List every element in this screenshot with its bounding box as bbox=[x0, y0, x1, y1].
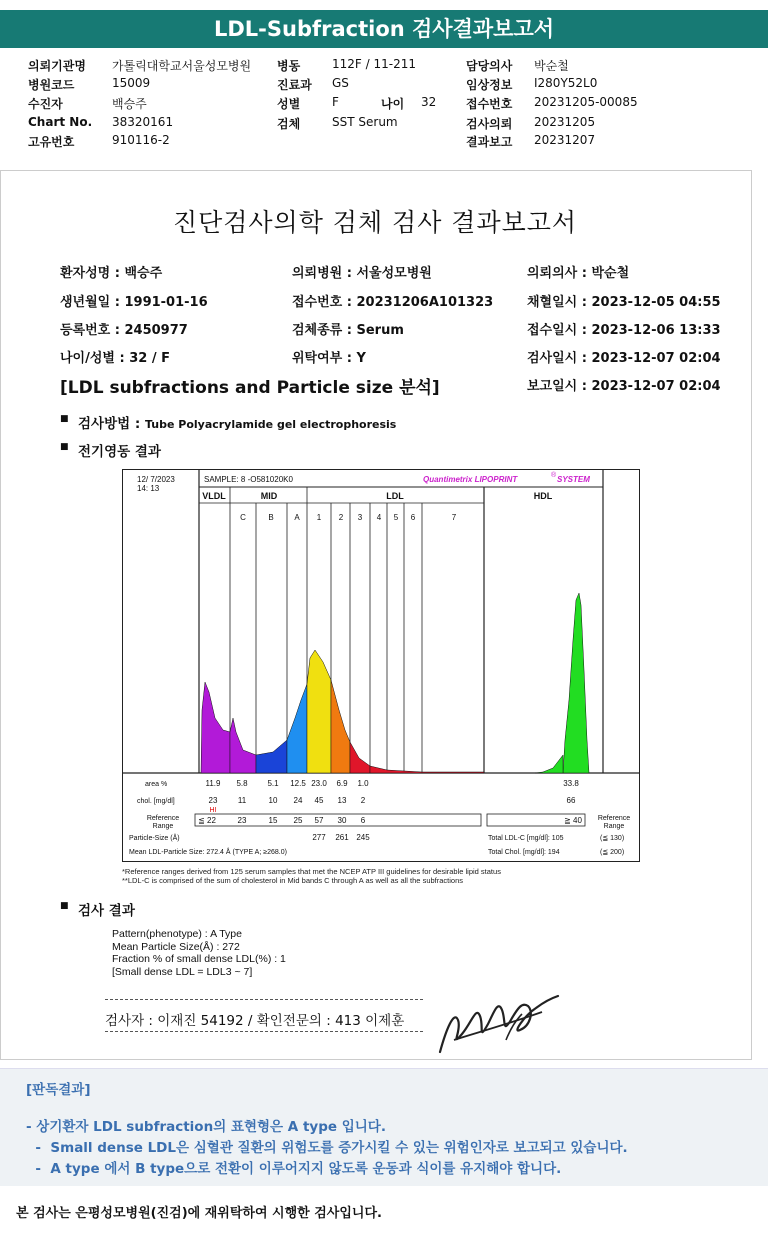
header-label: 병동 bbox=[277, 59, 301, 73]
handwritten-signature bbox=[432, 990, 564, 1056]
header-label: 진료과 bbox=[277, 78, 312, 92]
header-value: I280Y52L0 bbox=[534, 76, 598, 90]
ref-value: ≦ 22 bbox=[198, 816, 216, 825]
header-label: 접수번호 bbox=[466, 97, 513, 111]
header-label: 수진자 bbox=[28, 97, 63, 111]
interpretation-line: - 상기환자 LDL subfraction의 표현형은 A type 입니다. bbox=[26, 1119, 386, 1135]
result-line: Fraction % of small dense LDL(%) : 1 bbox=[112, 953, 286, 965]
chol-value: 24 bbox=[293, 796, 303, 805]
header-value: 20231207 bbox=[534, 133, 596, 147]
section-title: [LDL subfractions and Particle size 분석] bbox=[60, 378, 440, 398]
area-value: 6.9 bbox=[336, 779, 348, 788]
group-label: LDL bbox=[386, 491, 404, 501]
hdl-ref-value: ≧ 40 bbox=[564, 816, 582, 825]
chol-value: 45 bbox=[314, 796, 324, 805]
signature-divider-bottom bbox=[105, 1031, 423, 1032]
patient-field: 환자성명 : 백승주 bbox=[60, 266, 163, 281]
header-label: 병원코드 bbox=[28, 78, 75, 92]
band-label: 6 bbox=[410, 513, 416, 522]
result-line: [Small dense LDL = LDL3 ~ 7] bbox=[112, 965, 253, 978]
area-value: 33.8 bbox=[563, 779, 579, 788]
header-value: 가톨릭대학교서울성모병원 bbox=[112, 59, 252, 73]
bullet-icon: ■ bbox=[60, 901, 69, 911]
interpretation-title: [판독결과] bbox=[26, 1082, 91, 1098]
hdl-left-tail bbox=[535, 755, 563, 773]
mid-b-region bbox=[256, 740, 287, 773]
group-label: HDL bbox=[533, 491, 553, 501]
ldl2-region bbox=[331, 680, 350, 773]
header-value: 20231205-00085 bbox=[534, 95, 638, 109]
band-label: 2 bbox=[338, 513, 344, 522]
band-label: A bbox=[294, 513, 300, 522]
method-value: Tube Polyacrylamide gel electrophoresis bbox=[144, 418, 397, 431]
chol-value: 66 bbox=[566, 796, 576, 805]
patient-field: 의뢰의사 : 박순철 bbox=[527, 266, 630, 281]
method-line bbox=[78, 412, 396, 432]
ref-value: 23 bbox=[237, 816, 247, 825]
hi-flag: HI bbox=[209, 807, 217, 814]
area-value: 23.0 bbox=[311, 779, 327, 788]
electrophoresis-svg bbox=[123, 470, 639, 861]
bullet-icon: ■ bbox=[60, 414, 69, 424]
area-label: area % bbox=[145, 781, 168, 788]
ref-value: 30 bbox=[337, 816, 347, 825]
area-value: 5.8 bbox=[236, 779, 248, 788]
chol-value: 10 bbox=[268, 796, 278, 805]
ldl3-region bbox=[350, 742, 370, 773]
patient-field: 접수번호 : 20231206A101323 bbox=[292, 295, 494, 310]
ref-value: 15 bbox=[268, 816, 278, 825]
patient-field: 접수일시 : 2023-12-06 13:33 bbox=[527, 323, 721, 338]
footer-note: 본 검사는 은평성모병원(진검)에 재위탁하여 시행한 검사입니다. bbox=[16, 1206, 382, 1221]
interpretation-body bbox=[0, 1104, 768, 1186]
total-chol-label: Total Chol. [mg/dl]: 194 bbox=[488, 849, 560, 856]
mid-c-peak bbox=[230, 718, 256, 773]
header-label: 검사의뢰 bbox=[466, 117, 513, 131]
chol-value: 11 bbox=[237, 796, 247, 805]
band-label: 3 bbox=[357, 513, 363, 522]
electrophoresis-chart bbox=[122, 469, 640, 862]
hdl-peak bbox=[563, 593, 589, 773]
patient-field: 나이/성별 : 32 / F bbox=[60, 351, 171, 366]
band-label: C bbox=[240, 513, 246, 522]
header-label: 검체 bbox=[277, 117, 301, 131]
particle-value: 277 bbox=[312, 833, 326, 842]
header-value: 20231205 bbox=[534, 115, 596, 129]
header-label: 담당의사 bbox=[466, 59, 513, 73]
header-label: 결과보고 bbox=[466, 135, 513, 149]
area-value: 11.9 bbox=[205, 779, 221, 788]
chart-time: 14: 13 bbox=[137, 484, 160, 493]
header-label: 나이 bbox=[381, 97, 405, 111]
header-label: 의뢰기관명 bbox=[28, 59, 86, 73]
ref-value: 6 bbox=[360, 816, 366, 825]
chol-label: chol. [mg/dl] bbox=[137, 798, 175, 805]
total-ldl-label: Total LDL-C [mg/dl]: 105 bbox=[488, 835, 564, 842]
header-value: GS bbox=[332, 76, 349, 90]
header-label: Chart No. bbox=[28, 115, 93, 129]
chol-value: 23 bbox=[208, 796, 218, 805]
result-label: 검사 결과 bbox=[78, 903, 135, 919]
chart-brand-reg: ® bbox=[551, 472, 557, 479]
patient-field: 채혈일시 : 2023-12-05 04:55 bbox=[527, 295, 721, 310]
header-value: 백승주 bbox=[112, 97, 147, 111]
report-title: 진단검사의학 검체 검사 결과보고서 bbox=[172, 208, 578, 237]
method-label: 검사방법 : bbox=[78, 416, 145, 432]
area-value: 1.0 bbox=[357, 779, 369, 788]
band-label: 7 bbox=[451, 513, 457, 522]
ref-label: Range bbox=[152, 823, 174, 830]
total-chol-ref: (≦ 200) bbox=[600, 849, 625, 856]
header-label: 임상정보 bbox=[466, 78, 513, 92]
header-label: 고유번호 bbox=[28, 135, 75, 149]
particle-value: 245 bbox=[356, 833, 370, 842]
group-label: VLDL bbox=[202, 491, 226, 501]
patient-field: 위탁여부 : Y bbox=[292, 351, 366, 366]
electro-label: 전기영동 결과 bbox=[78, 444, 161, 460]
ref-value: 57 bbox=[314, 816, 324, 825]
chart-sample: SAMPLE: 8 -O581020K0 bbox=[204, 475, 293, 484]
patient-field: 의뢰병원 : 서울성모병원 bbox=[292, 266, 432, 281]
chart-brand: Quantimetrix LIPOPRINT bbox=[423, 475, 518, 484]
ldl1-region bbox=[307, 650, 331, 773]
chol-value: 2 bbox=[360, 796, 366, 805]
ref-label: Reference bbox=[146, 815, 180, 822]
footnote-1: *Reference ranges derived from 125 serum samples that met the NCEP ATP III guidelines for desirable lipid status bbox=[122, 867, 501, 876]
ref-label-right: Reference bbox=[597, 815, 631, 822]
particle-label: Particle-Size (Å) bbox=[129, 835, 180, 842]
particle-value: 261 bbox=[335, 833, 349, 842]
header-value: 박순철 bbox=[534, 59, 569, 73]
result-line: Pattern(phenotype) : A Type bbox=[112, 928, 242, 940]
group-label: MID bbox=[260, 491, 278, 501]
patient-field: 검체종류 : Serum bbox=[292, 323, 404, 338]
header-value: 15009 bbox=[112, 76, 151, 90]
mid-a-region bbox=[287, 684, 307, 773]
vldl-peak bbox=[201, 682, 230, 773]
interpretation-line: - Small dense LDL은 심혈관 질환의 위험도를 증가시킬 수 있는 위험인자로 보고되고 있습니다. bbox=[26, 1140, 628, 1156]
patient-field: 등록번호 : 2450977 bbox=[60, 323, 188, 338]
header-value: 38320161 bbox=[112, 115, 174, 129]
header-value: F bbox=[332, 95, 339, 109]
band-label: B bbox=[268, 513, 274, 522]
header-value: 112F / 11-211 bbox=[332, 57, 416, 71]
header-value: 32 bbox=[421, 95, 437, 109]
mean-size-label: Mean LDL-Particle Size: 272.4 Å (TYPE A; ≥268.0) bbox=[129, 849, 287, 856]
report-time: 보고일시 : 2023-12-07 02:04 bbox=[527, 379, 721, 394]
chol-value: 13 bbox=[337, 796, 347, 805]
report-title-bar: LDL-Subfraction 검사결과보고서 bbox=[0, 10, 768, 48]
chart-brand-system: SYSTEM bbox=[557, 475, 590, 484]
results-block bbox=[112, 928, 286, 978]
band-label: 1 bbox=[316, 513, 322, 522]
band-label: 4 bbox=[376, 513, 382, 522]
result-line: Mean Particle Size(Å) : 272 bbox=[112, 940, 240, 953]
ref-label-right: Range bbox=[603, 823, 625, 830]
header-value: SST Serum bbox=[332, 115, 398, 129]
signature-line: 검사자 : 이재진 54192 / 확인전문의 : 413 이제훈 bbox=[105, 1013, 405, 1029]
bullet-icon: ■ bbox=[60, 442, 69, 452]
header-label: 성별 bbox=[277, 97, 301, 111]
header-value: 910116-2 bbox=[112, 133, 170, 147]
interpretation-line: - A type 에서 B type으로 전환이 이루어지지 않도록 운동과 식이를 유지해야 합니다. bbox=[26, 1161, 562, 1177]
patient-field: 검사일시 : 2023-12-07 02:04 bbox=[527, 351, 721, 366]
interpretation-header bbox=[0, 1068, 768, 1105]
area-value: 5.1 bbox=[267, 779, 279, 788]
band-label: 5 bbox=[393, 513, 399, 522]
chart-date: 12/ 7/2023 bbox=[137, 475, 175, 484]
signature-divider-top bbox=[105, 999, 423, 1000]
patient-field: 생년월일 : 1991-01-16 bbox=[60, 295, 208, 310]
ref-value: 25 bbox=[293, 816, 303, 825]
footnote-2: **LDL-C is comprised of the sum of cholesterol in Mid bands C through A as well as all the subfractions bbox=[122, 876, 464, 885]
area-value: 12.5 bbox=[290, 779, 306, 788]
total-ldl-ref: (≦ 130) bbox=[600, 835, 625, 842]
